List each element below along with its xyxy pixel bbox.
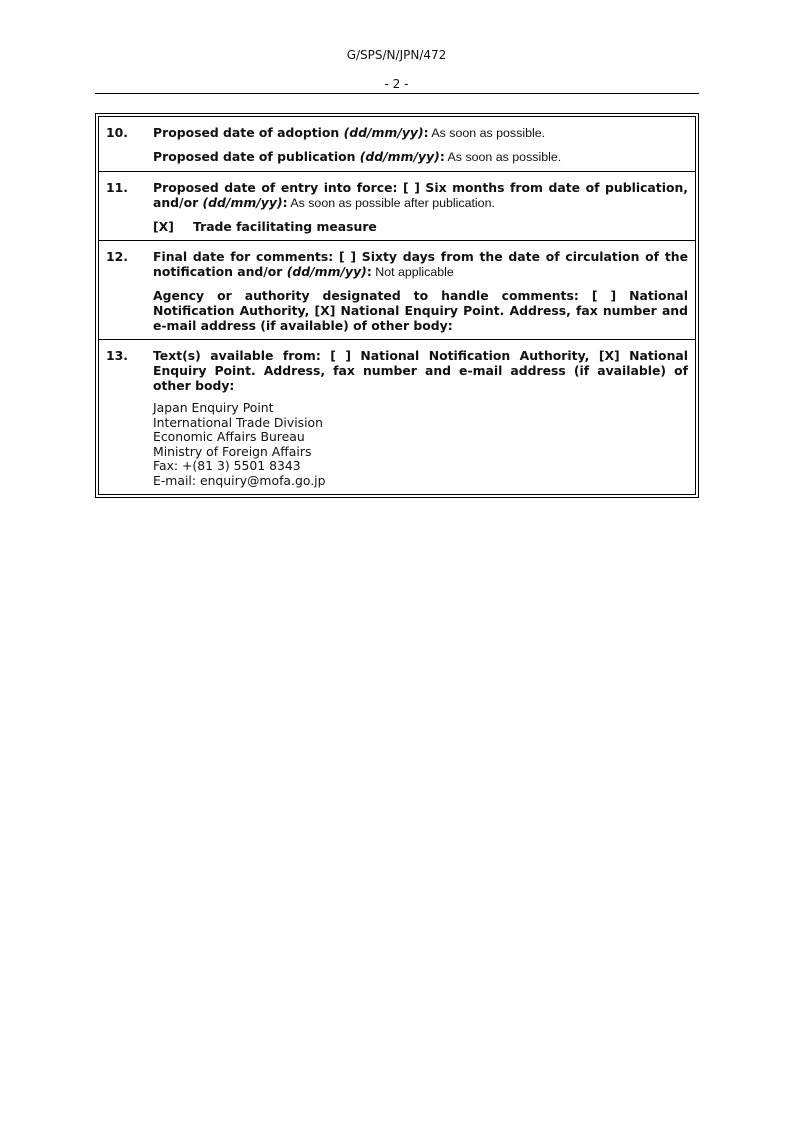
agency-authority: Agency or authority designated to handle comments: [ ] National Notification Authority, [X] National Enquiry Point. Address, fax number and e-mail address (if available) of other body: xyxy=(153,288,688,333)
entry-option: Six months from date of publication, and/or xyxy=(153,180,688,210)
row-number: 12. xyxy=(106,249,128,264)
row-number: 13. xyxy=(106,348,128,363)
adoption-colon: : xyxy=(423,125,429,140)
address-line: International Trade Division xyxy=(153,414,323,430)
comments-format: (dd/mm/yy) xyxy=(286,264,367,279)
adoption-value: As soon as possible. xyxy=(428,126,546,140)
publication-format: (dd/mm/yy) xyxy=(359,149,440,164)
entry-format: (dd/mm/yy) xyxy=(202,195,283,210)
table-row-10 xyxy=(99,117,695,171)
entry-value: As soon as possible after publication. xyxy=(287,196,495,210)
table-row-13 xyxy=(99,339,695,494)
email-address: E-mail: enquiry@mofa.go.jp xyxy=(153,472,326,488)
publication-value: As soon as possible. xyxy=(444,150,562,164)
table-row-12 xyxy=(99,240,695,339)
adoption-label: Proposed date of adoption xyxy=(153,125,344,140)
trade-checkbox: [X] xyxy=(153,219,174,234)
trade-facilitating xyxy=(153,219,688,234)
entry-checkbox: [ ] xyxy=(403,180,426,195)
header-divider xyxy=(95,93,699,94)
address-line: Ministry of Foreign Affairs xyxy=(153,443,312,459)
notification-table xyxy=(95,113,699,498)
final-date-comments xyxy=(153,249,688,280)
entry-label: Proposed date of entry into force: xyxy=(153,180,403,195)
page-number: - 2 - xyxy=(384,77,409,91)
row-number: 10. xyxy=(106,125,128,140)
fax-number: Fax: +(81 3) 5501 8343 xyxy=(153,458,301,473)
document-reference: G/SPS/N/JPN/472 xyxy=(346,48,447,62)
enquiry-point-address xyxy=(153,401,688,488)
texts-available-from: Text(s) available from: [ ] National Notification Authority, [X] National Enquiry Point. Address, fax number and e-mail address (if available) of other body: xyxy=(153,348,688,393)
row-content xyxy=(153,348,688,488)
address-line: Japan Enquiry Point xyxy=(153,400,274,415)
row-number: 11. xyxy=(106,180,128,195)
row-content xyxy=(153,249,688,333)
comments-label: Final date for comments: [ ] Sixty days from the date of circulation of the notification and/or xyxy=(153,249,688,279)
address-line: Economic Affairs Bureau xyxy=(153,429,305,444)
entry-into-force xyxy=(153,180,688,211)
comments-value: Not applicable xyxy=(371,265,454,279)
adoption-format: (dd/mm/yy) xyxy=(343,125,424,140)
publication-label: Proposed date of publication xyxy=(153,149,360,164)
trade-label: Trade facilitating measure xyxy=(193,219,377,234)
table-row-11 xyxy=(99,171,695,240)
row-content xyxy=(153,125,688,165)
entry-colon: : xyxy=(282,195,288,210)
notification-table-inner xyxy=(98,116,696,495)
comments-colon: : xyxy=(366,264,372,279)
publication-colon: : xyxy=(439,149,445,164)
adoption-date xyxy=(153,125,688,141)
row-content xyxy=(153,180,688,234)
publication-date xyxy=(153,149,688,165)
